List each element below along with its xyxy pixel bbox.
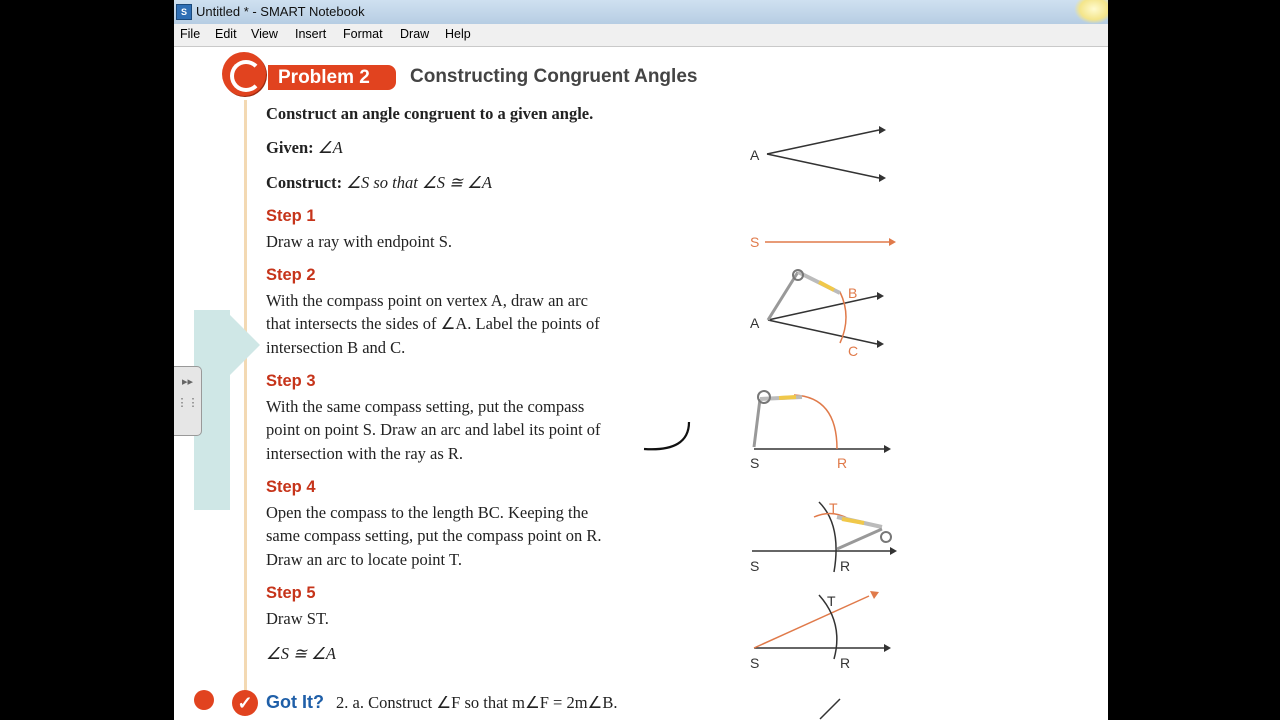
step-5-label: Step 5 [266,584,316,602]
step-2-line-2: that intersects the sides of ∠A. Label the points of [266,314,600,333]
construct-value: ∠S so that ∠S ≅ ∠A [346,173,492,192]
got-it-text: 2. a. Construct ∠F so that m∠F = 2m∠B. [336,693,618,712]
diagram-label-r2: R [840,558,851,574]
step-3-line-3: intersection with the ray as R. [266,444,464,463]
grip-icon[interactable]: ⋮⋮ [176,397,199,409]
menu-format[interactable]: Format [343,27,383,41]
diagram-label-s1: S [750,234,760,250]
step-5-line-1: Draw ST. [266,609,329,628]
step-1-diagram [750,234,896,250]
given-value: ∠A [317,138,343,157]
construction-diagrams [174,47,1108,720]
menu-draw[interactable]: Draw [400,27,430,41]
step-4-line-1: Open the compass to the length BC. Keeping the [266,503,589,522]
diagram-label-b: B [848,285,858,301]
notebook-page[interactable] [174,47,1108,720]
step-1-line-1: Draw a ray with endpoint S. [266,232,453,251]
expand-icon[interactable]: ▸▸ [181,376,194,388]
step-3-label: Step 3 [266,372,316,390]
diagram-label-s4: S [750,655,760,671]
problem-badge: Problem 2 [268,65,396,90]
got-it-label: Got It? [266,692,324,712]
diagram-label-t2: T [827,593,836,609]
window-title: Untitled * - SMART Notebook [196,4,365,19]
menu-file[interactable]: File [180,27,201,41]
step-2-line-3: intersection B and C. [266,338,406,357]
step-3-line-1: With the same compass setting, put the compass [266,397,585,416]
diagram-label-r1: R [837,455,848,471]
diagram-label-s2: S [750,455,760,471]
diagram-label-s3: S [750,558,760,574]
step-3-diagram [750,391,891,471]
given-angle-diagram [750,126,886,182]
menu-view[interactable]: View [251,27,278,41]
problem-intro: Construct an angle congruent to a given angle. [266,104,594,123]
menu-edit[interactable]: Edit [215,27,237,41]
problem-title: Constructing Congruent Angles [410,66,698,87]
step-4-diagram [750,500,897,574]
step-4-line-2: same compass setting, put the compass point on R. [266,526,602,545]
conclusion: ∠S ≅ ∠A [266,644,336,663]
diagram-label-r3: R [840,655,851,671]
diagram-label-a1: A [750,147,760,163]
step-2-line-1: With the compass point on vertex A, draw an arc [266,291,588,310]
given-label: Given: [266,138,314,157]
got-it-diagram-arrow [820,699,840,719]
side-panel-toggle[interactable] [174,366,202,436]
title-bar [174,0,1108,25]
diagram-label-c: C [848,343,859,359]
check-icon: ✓ [232,690,258,716]
smart-notebook-window [174,0,1108,720]
smart-notebook-icon: S [176,4,192,20]
step-3-line-2: point on point S. Draw an arc and label its point of [266,420,601,439]
step-1-label: Step 1 [266,207,316,225]
step-4-line-3: Draw an arc to locate point T. [266,550,462,569]
step-5-diagram [750,591,891,671]
diagram-label-a2: A [750,315,760,331]
menu-insert[interactable]: Insert [295,27,327,41]
menu-help[interactable]: Help [445,27,471,41]
menu-bar [174,24,1108,47]
gotit-c-logo-icon [194,690,214,710]
window-control-glow [1074,0,1108,24]
diagram-label-t1: T [829,500,838,516]
step-4-label: Step 4 [266,478,316,496]
construct-label: Construct: [266,173,343,192]
step-2-label: Step 2 [266,266,316,284]
ink-stroke [644,422,689,449]
step-2-diagram [750,270,884,359]
